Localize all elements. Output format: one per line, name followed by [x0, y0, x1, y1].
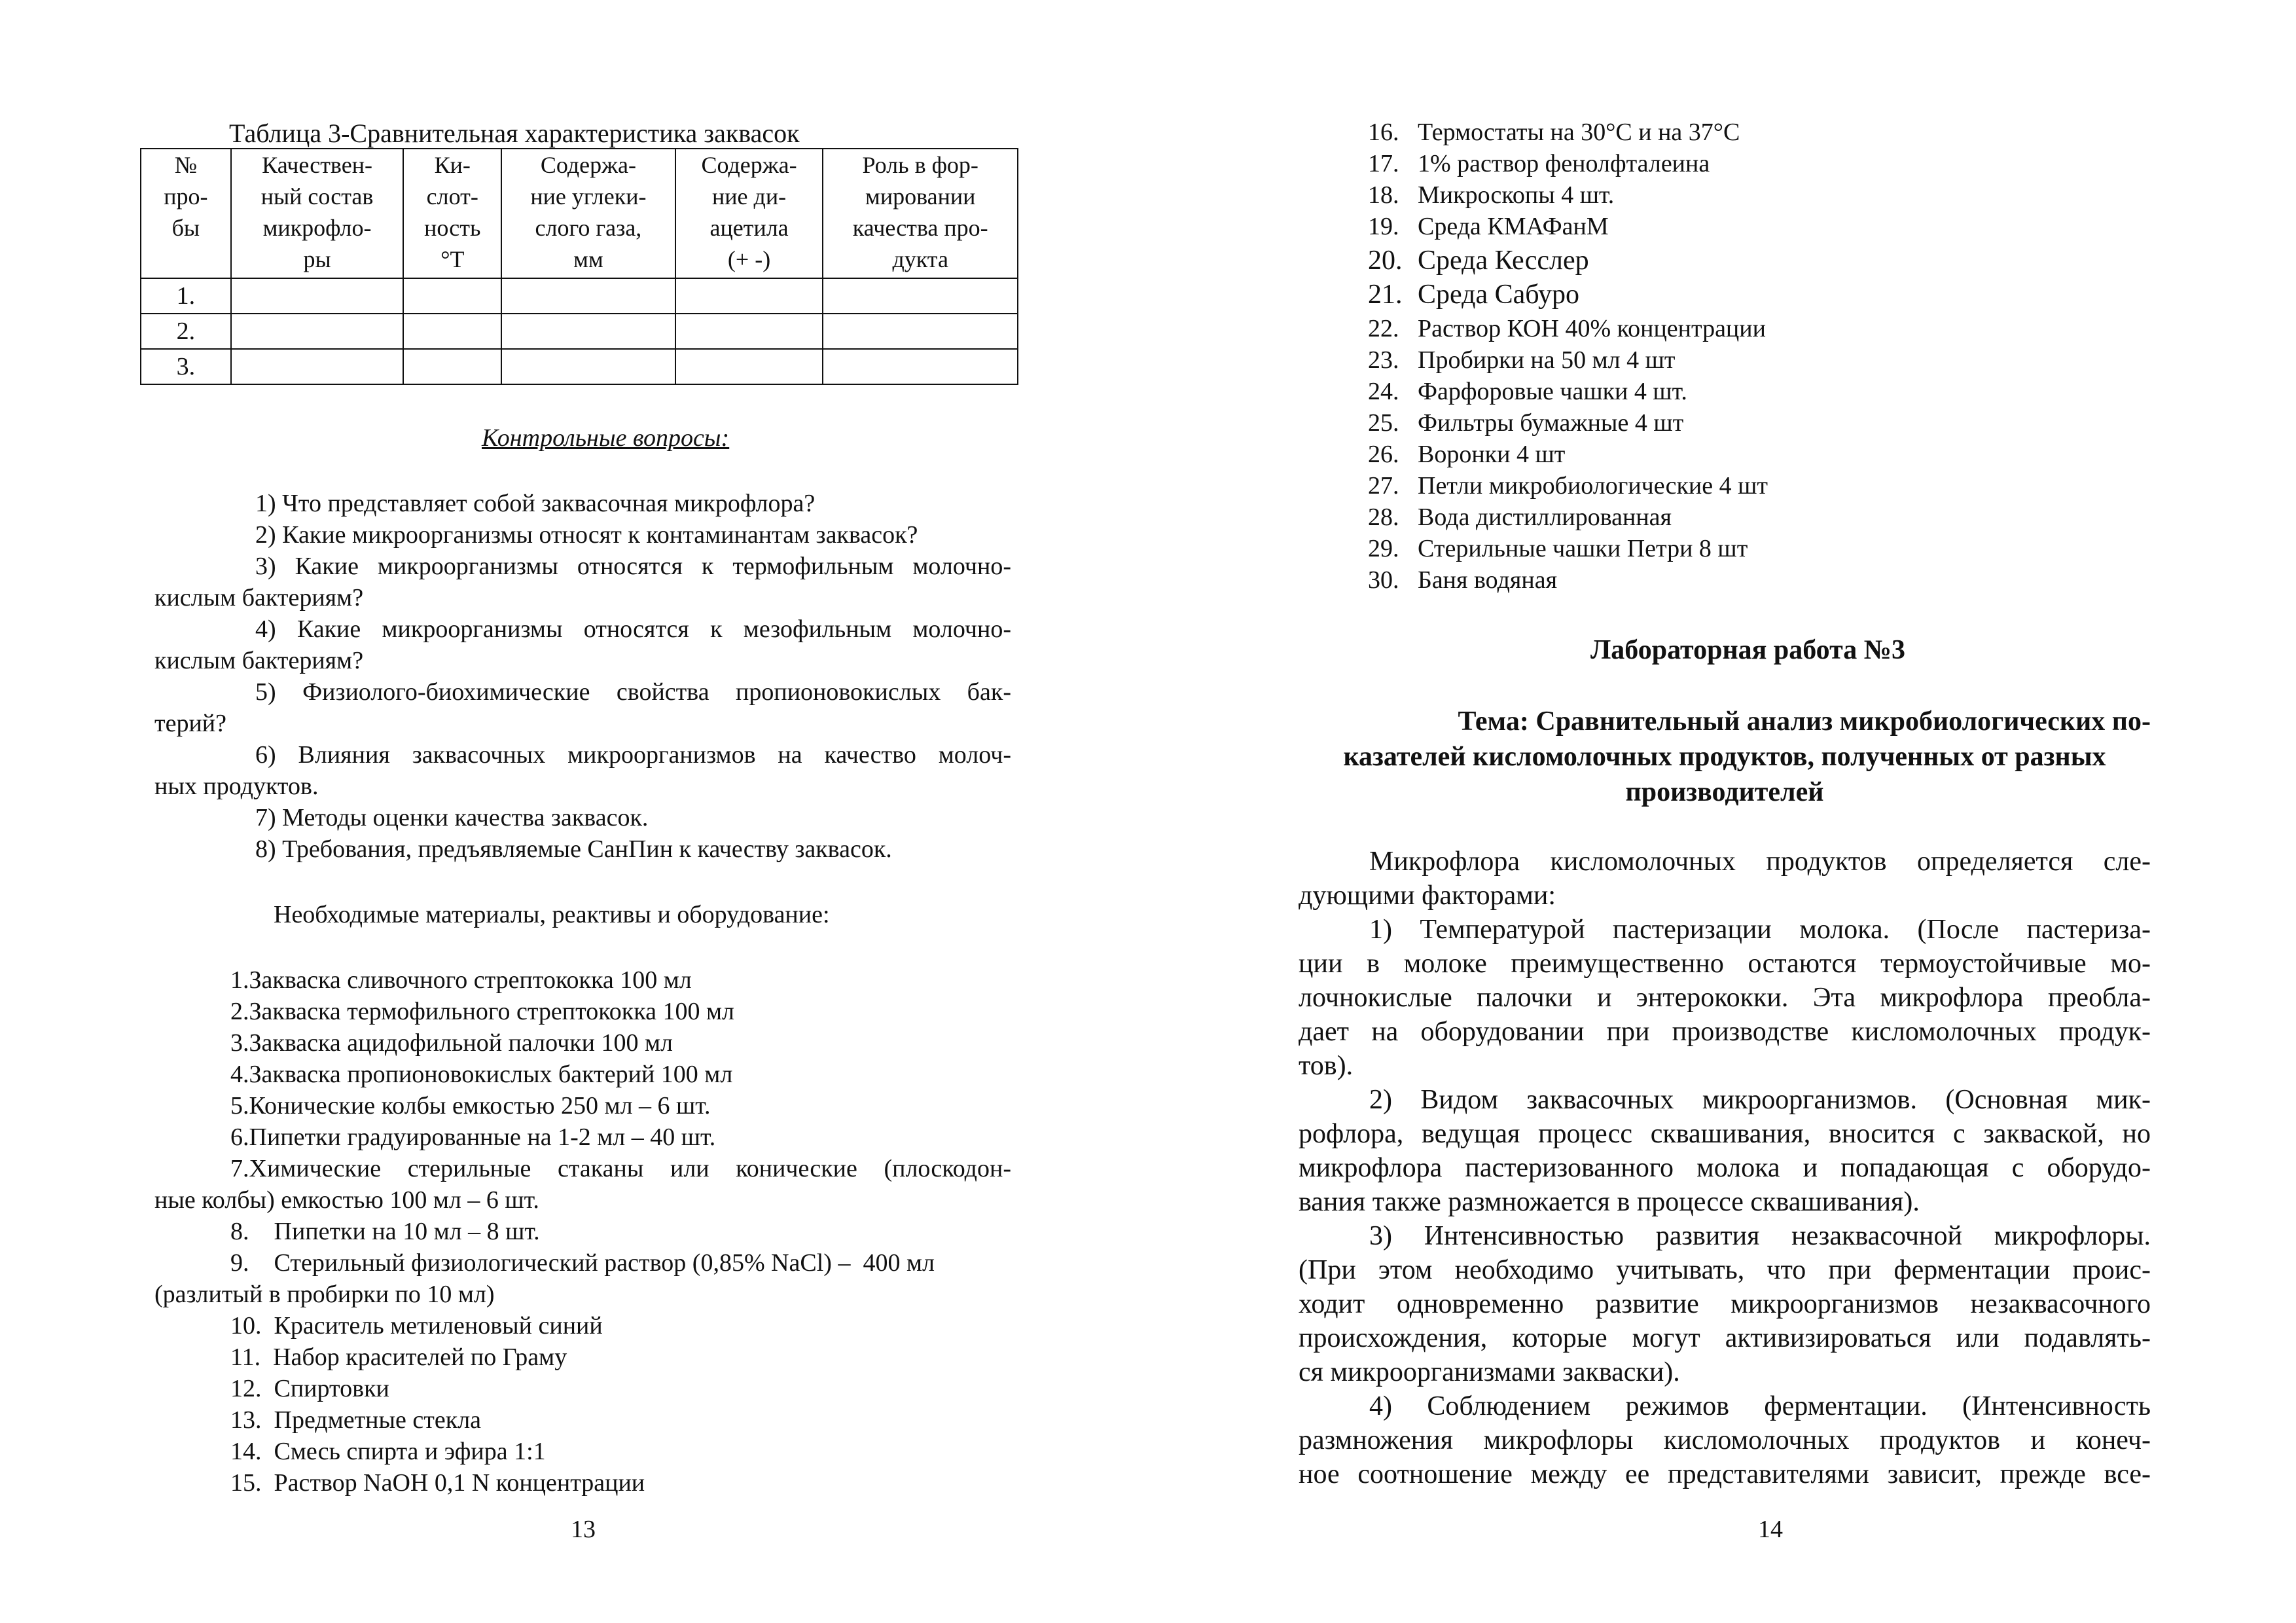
- question-line: кислым бактериям?: [154, 647, 364, 674]
- material-item: 15. Раствор NaOH 0,1 N концентрации: [230, 1469, 645, 1497]
- list-item: 16. Термостаты на 30°С и на 37°С: [1368, 119, 1740, 146]
- question-line: кислым бактериям?: [154, 584, 364, 611]
- body-line: тов).: [1299, 1051, 1354, 1081]
- list-item: 22. Раствор КОН 40% концентрации: [1368, 315, 1766, 342]
- col-quality-role: Роль в фор- мировании качества про- дукта: [823, 149, 1018, 278]
- col-acidity: Ки- слот- ность °Т: [403, 149, 501, 278]
- question-line: 2) Какие микроорганизмы относят к контаминантам заквасок?: [255, 521, 918, 549]
- list-item: 29. Стерильные чашки Петри 8 шт: [1368, 535, 1748, 562]
- row-number: 2.: [141, 314, 231, 349]
- list-item: 19. Среда КМАФанМ: [1368, 213, 1609, 240]
- table-row: [141, 278, 1018, 314]
- material-item: 11. Набор красителей по Граму: [230, 1343, 567, 1371]
- list-item: 23. Пробирки на 50 мл 4 шт: [1368, 346, 1676, 374]
- list-item: 26. Воронки 4 шт: [1368, 441, 1566, 468]
- question-line: 5) Физиолого-биохимические свойства пропионовокислых бак-: [255, 678, 1011, 706]
- material-item: ные колбы) емкостью 100 мл – 6 шт.: [154, 1186, 539, 1214]
- topic-line: казателей кисломолочных продуктов, полученных от разных: [1343, 742, 2106, 772]
- material-item: 7.Химические стерильные стаканы или конические (плоскодон-: [230, 1155, 1011, 1182]
- control-questions-heading: Контрольные вопросы:: [482, 424, 730, 452]
- list-item: 24. Фарфоровые чашки 4 шт.: [1368, 378, 1687, 405]
- body-line: 2) Видом заквасочных микроорганизмов. (Основная мик-: [1369, 1085, 2151, 1115]
- question-line: 1) Что представляет собой заквасочная микрофлора?: [255, 490, 816, 517]
- material-item: 12. Спиртовки: [230, 1375, 389, 1402]
- material-item: 10. Краситель метиленовый синий: [230, 1312, 603, 1340]
- table-row: [141, 349, 1018, 384]
- material-item: 8. Пипетки на 10 мл – 8 шт.: [230, 1218, 540, 1245]
- material-item: 9. Стерильный физиологический раствор (0,85% NaCl) – 400 мл: [230, 1249, 935, 1277]
- lab-title: Лабораторная работа №3: [1590, 635, 1905, 665]
- body-line: ции в молоке преимущественно остаются термоустойчивые мо-: [1299, 949, 2151, 979]
- material-item: 14. Смесь спирта и эфира 1:1: [230, 1438, 546, 1465]
- list-item: 21. Среда Сабуро: [1368, 280, 1580, 310]
- body-line: 3) Интенсивностью развития незаквасочной микрофлоры.: [1369, 1221, 2151, 1251]
- materials-heading: Необходимые материалы, реактивы и оборудование:: [274, 901, 830, 928]
- table-row: [141, 314, 1018, 349]
- body-line: дующими факторами:: [1299, 881, 1556, 911]
- body-line: лочнокислые палочки и энтерококки. Эта микрофлора преобла-: [1299, 983, 2151, 1013]
- col-sample-number: № про- бы: [141, 149, 231, 278]
- page-number: 13: [571, 1516, 596, 1543]
- list-item: 27. Петли микробиологические 4 шт: [1368, 472, 1768, 500]
- list-item: 25. Фильтры бумажные 4 шт: [1368, 409, 1684, 437]
- col-qualitative-composition: Качествен- ный состав микрофло- ры: [231, 149, 404, 278]
- body-line: Микрофлора кисломолочных продуктов определяется сле-: [1369, 847, 2151, 877]
- list-item: 17. 1% раствор фенолфталеина: [1368, 150, 1710, 177]
- body-line: дает на оборудовании при производстве кисломолочных продук-: [1299, 1017, 2151, 1047]
- body-line: микрофлора пастеризованного молока и попадающая с оборудо-: [1299, 1153, 2151, 1183]
- body-line: ходит одновременно развитие микроорганизмов незаквасочного: [1299, 1289, 2151, 1319]
- list-item: 20. Среда Кесслер: [1368, 246, 1589, 276]
- body-line: ся микроорганизмами закваски).: [1299, 1357, 1680, 1387]
- material-item: 1.Закваска сливочного стрептококка 100 мл: [230, 966, 692, 994]
- material-item: 13. Предметные стекла: [230, 1406, 482, 1434]
- material-item: 4.Закваска пропионовокислых бактерий 100 мл: [230, 1061, 733, 1088]
- body-line: рофлора, ведущая процесс сквашивания, вносится с закваской, но: [1299, 1119, 2151, 1149]
- question-line: 4) Какие микроорганизмы относятся к мезофильным молочно-: [255, 615, 1011, 643]
- body-line: 4) Соблюдением режимов ферментации. (Интенсивность: [1369, 1391, 2151, 1421]
- row-number: 1.: [141, 278, 231, 314]
- row-number: 3.: [141, 349, 231, 384]
- page-number: 14: [1758, 1516, 1783, 1543]
- question-line: 3) Какие микроорганизмы относятся к термофильным молочно-: [255, 553, 1011, 580]
- list-item: 28. Вода дистиллированная: [1368, 503, 1672, 531]
- question-line: терий?: [154, 710, 227, 737]
- list-item: 30. Баня водяная: [1368, 566, 1558, 594]
- material-item: (разлитый в пробирки по 10 мл): [154, 1281, 495, 1308]
- body-line: ное соотношение между ее представителями зависит, прежде все-: [1299, 1459, 2151, 1489]
- material-item: 3.Закваска ацидофильной палочки 100 мл: [230, 1029, 673, 1057]
- right-page: [1148, 0, 2296, 1623]
- body-line: (При этом необходимо учитывать, что при ферментации проис-: [1299, 1255, 2151, 1285]
- material-item: 2.Закваска термофильного стрептококка 100 мл: [230, 998, 734, 1025]
- starter-comparison-table: [140, 148, 1018, 385]
- body-line: размножения микрофлоры кисломолочных продуктов и конеч-: [1299, 1425, 2151, 1455]
- question-line: 7) Методы оценки качества заквасок.: [255, 804, 649, 831]
- col-diacetyl-content: Содержа- ние ди- ацетила (+ -): [675, 149, 823, 278]
- table-caption: Таблица 3-Сравнительная характеристика заквасок: [229, 119, 800, 148]
- topic-line: Тема: Сравнительный анализ микробиологических по-: [1458, 706, 2151, 737]
- body-line: 1) Температурой пастеризации молока. (После пастериза-: [1369, 915, 2151, 945]
- topic-line: производителей: [1625, 777, 1824, 807]
- material-item: 5.Конические колбы емкостью 250 мл – 6 шт.: [230, 1092, 711, 1120]
- question-line: 8) Требования, предъявляемые СанПин к качеству заквасок.: [255, 835, 892, 863]
- question-line: ных продуктов.: [154, 773, 319, 800]
- body-line: происхождения, которые могут активизироваться или подавлять-: [1299, 1323, 2151, 1353]
- material-item: 6.Пипетки градуированные на 1-2 мл – 40 шт.: [230, 1123, 716, 1151]
- col-co2-content: Содержа- ние углеки- слого газа, мм: [501, 149, 675, 278]
- question-line: 6) Влияния заквасочных микроорганизмов на качество молоч-: [255, 741, 1011, 769]
- list-item: 18. Микроскопы 4 шт.: [1368, 181, 1615, 209]
- body-line: вания также размножается в процессе сквашивания).: [1299, 1187, 1920, 1217]
- table-header-row: [141, 149, 1018, 278]
